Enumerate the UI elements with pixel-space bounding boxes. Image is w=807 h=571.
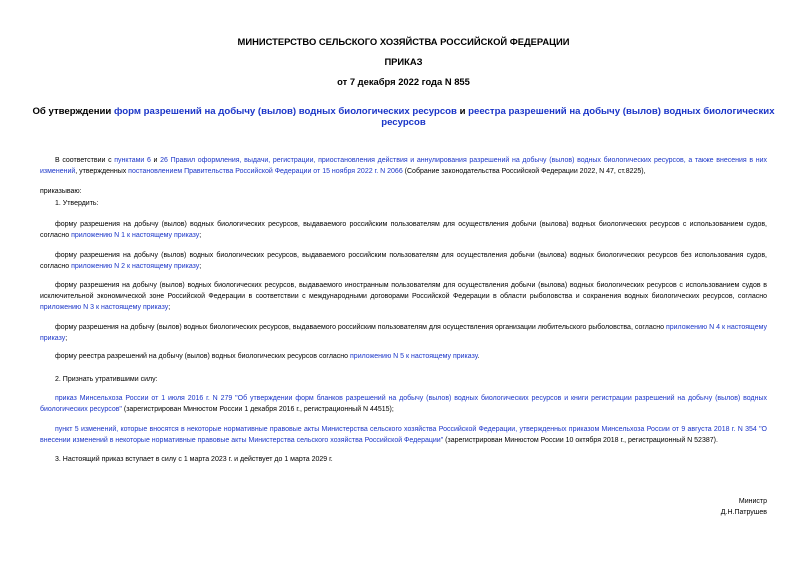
date-number-heading: от 7 декабря 2022 года N 855 — [337, 76, 470, 87]
preamble-text-1: В соответствии с — [55, 157, 115, 164]
form-2-text: форму разрешения на добычу (вылов) водных биологических ресурсов, выдаваемого российским пользователям для осуществления добычи (вылова) водных биологических ресурсов без использования судов, согласно — [40, 252, 767, 270]
form-1-link[interactable]: приложению N 1 к настоящему приказу — [71, 232, 200, 239]
ministry-heading: МИНИСТЕРСТВО СЕЛЬСКОГО ХОЗЯЙСТВА РОССИЙСКОЙ ФЕДЕРАЦИИ — [237, 36, 570, 47]
preamble-link-decree[interactable]: постановлением Правительства Российской Федерации от 15 ноября 2022 г. N 2066 — [128, 168, 403, 175]
preamble-link-points-6[interactable]: пунктами 6 — [114, 157, 151, 164]
orders-line: приказываю: — [40, 188, 82, 195]
title-link-forms[interactable]: форм разрешений на добычу (вылов) водных биологических ресурсов — [113, 106, 457, 117]
repeal-2-text: (зарегистрирован Минюстом России 10 октября 2018 г., регистрационный N 52387). — [443, 437, 718, 444]
form-4-end: ; — [65, 335, 68, 342]
signature-name: Д.Н.Патрушев — [720, 509, 767, 516]
form-5-end: . — [477, 353, 480, 360]
repeal-2-paragraph — [40, 424, 767, 446]
doc-type-heading: ПРИКАЗ — [384, 56, 423, 67]
title-link-registry[interactable]: реестра разрешений на добычу (вылов) водных биологических ресурсов — [381, 106, 775, 128]
form-3-link[interactable]: приложению N 3 к настоящему приказу — [40, 304, 169, 311]
item-2: 2. Признать утратившими силу: — [55, 376, 158, 383]
form-5-link[interactable]: приложению N 5 к настоящему приказу — [350, 353, 478, 360]
preamble-paragraph — [40, 155, 767, 177]
form-4-text: форму разрешения на добычу (вылов) водных биологических ресурсов, выдаваемого российским пользователям для осуществления организации любительского рыболовства, согласно — [55, 324, 666, 331]
repeal-1-text: (зарегистрирован Минюстом России 1 декабря 2016 г., регистрационный N 44515); — [121, 406, 394, 413]
form-3-end: ; — [168, 304, 171, 311]
form-2-paragraph — [40, 250, 767, 272]
form-5-text: форму реестра разрешений на добычу (вылов) водных биологических ресурсов согласно — [55, 353, 351, 360]
form-3-paragraph — [40, 280, 767, 313]
form-2-end: ; — [199, 263, 202, 270]
form-2-link[interactable]: приложению N 2 к настоящему приказу — [71, 263, 200, 270]
preamble-link-rules[interactable]: 26 Правил оформления, выдачи, регистрации, приостановления действия и аннулирования разрешений на добычу (вылов) водных биологических ресурсов, а также внесения в них изменений — [40, 157, 768, 175]
document-title — [30, 106, 777, 128]
signature-position: Министр — [738, 498, 767, 505]
form-4-paragraph — [40, 322, 767, 344]
form-1-text: форму разрешения на добычу (вылов) водных биологических ресурсов, выдаваемого российским пользователям для осуществления добычи (вылова) водных биологических ресурсов с использованием судов, согласно — [40, 221, 767, 239]
form-3-text: форму разрешения на добычу (вылов) водных биологических ресурсов, выдаваемого иностранным пользователям для осуществления добычи (вылова) водных биологических ресурсов с использованием судов в исключительной экономической зоне Российской Федерации в соответствии с международными договорами Российской Федерации в области рыболовства и сохранения водных биологических ресурсов, согласно — [40, 282, 767, 300]
repeal-1-paragraph — [40, 393, 767, 415]
form-1-end: ; — [199, 232, 202, 239]
item-1: 1. Утвердить: — [55, 200, 99, 207]
preamble-text-2: и — [150, 157, 161, 164]
form-4-link[interactable]: приложению N 4 к настоящему приказу — [40, 324, 768, 342]
title-prefix: Об утверждении — [32, 106, 114, 117]
preamble-text-4: (Собрание законодательства Российской Федерации 2022, N 47, ст.8225), — [402, 168, 646, 175]
repeal-1-link[interactable]: приказ Минсельхоза России от 1 июля 2016 г. N 279 "Об утверждении форм бланков разрешений на добычу (вылов) водных биологических ресурсов и книги регистрации разрешений на добычу (вылов) водных биологических ресурсов" — [40, 395, 767, 413]
title-mid: и — [456, 106, 469, 117]
preamble-text-3: , утвержденных — [75, 168, 129, 175]
form-1-paragraph — [40, 219, 767, 241]
item-3: 3. Настоящий приказ вступает в силу с 1 марта 2023 г. и действует до 1 марта 2029 г. — [55, 456, 333, 463]
form-5-paragraph — [40, 351, 767, 362]
repeal-2-link[interactable]: пункт 5 изменений, которые вносятся в некоторые нормативные правовые акты Министерства сельского хозяйства Российской Федерации, утвержденных приказом Минсельхоза России от 9 августа 2018 г. N 354 "О внесении изменений в некоторые нормативные правовые акты Министерства сельского хозяйства Российской Федерации" — [40, 426, 767, 444]
